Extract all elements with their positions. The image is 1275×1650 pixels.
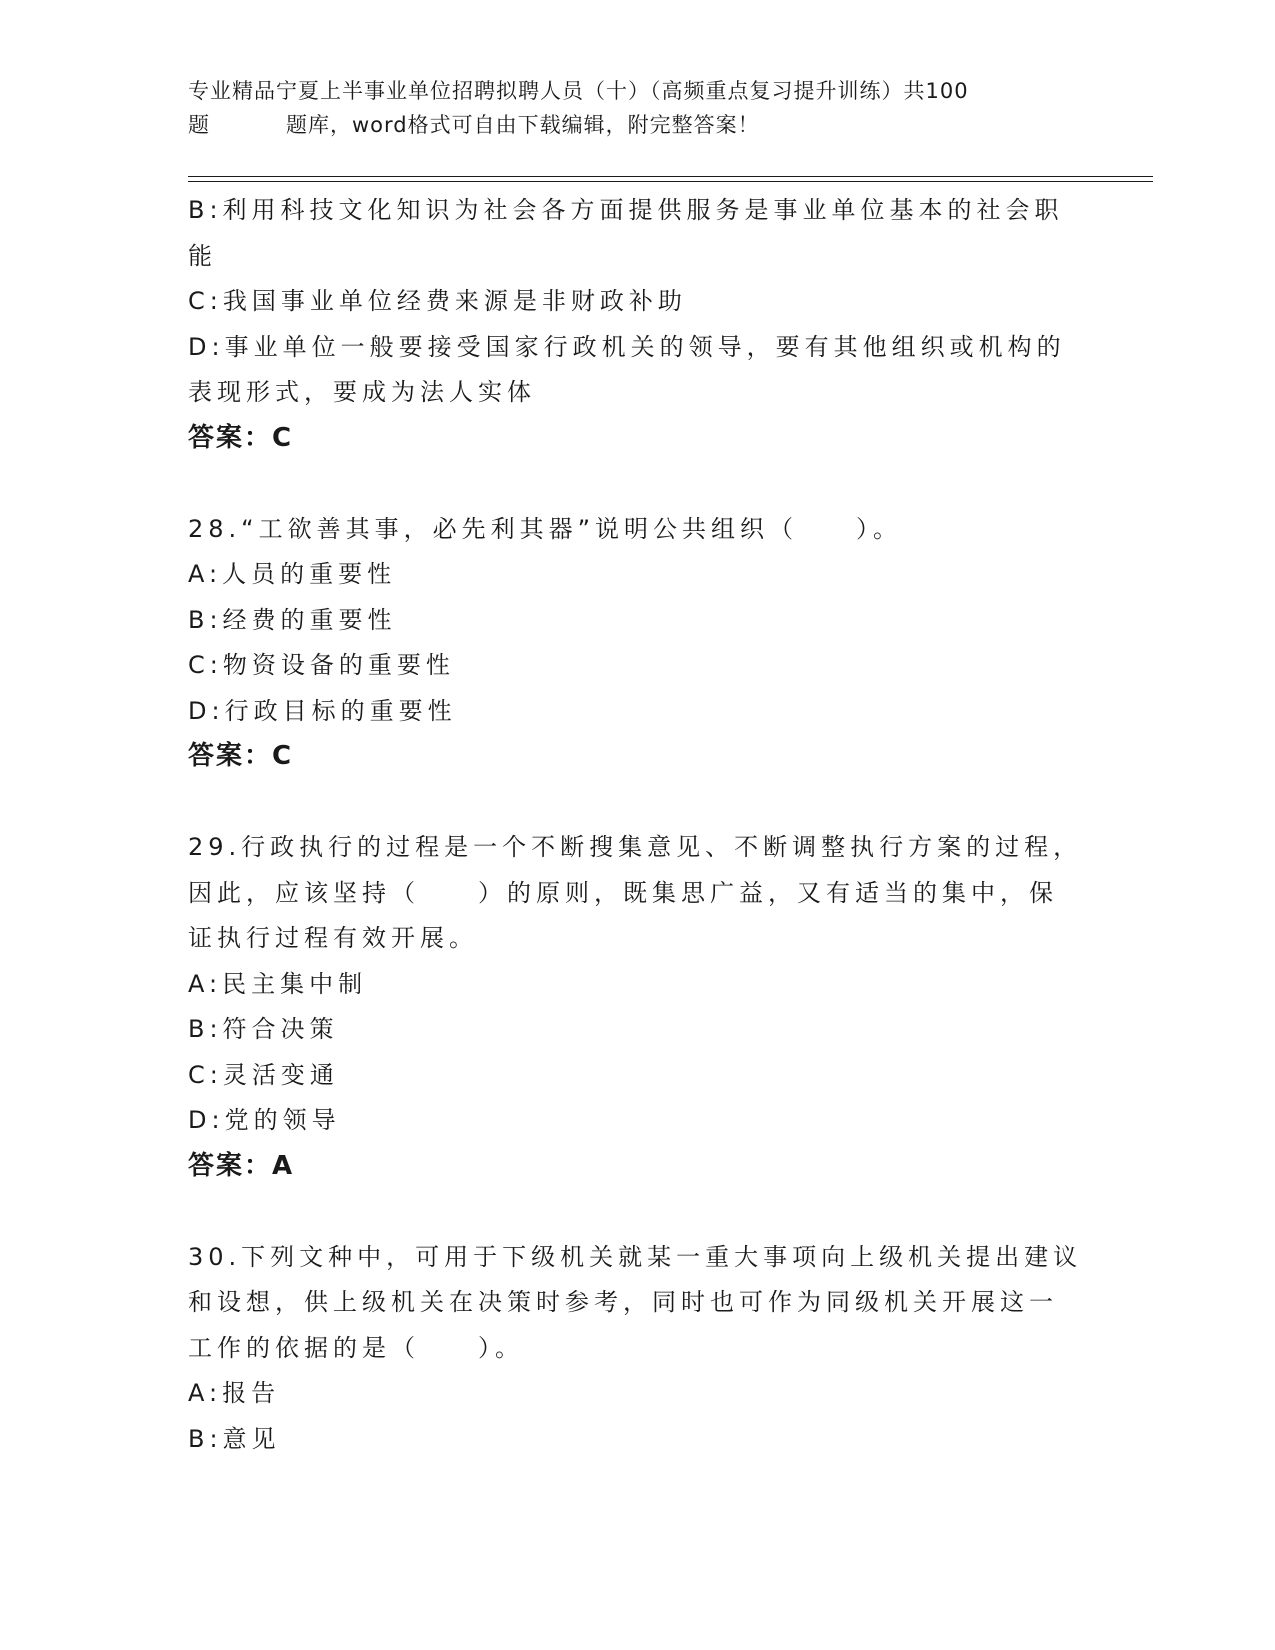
question-27-continued (188, 188, 1078, 461)
option-d-line2: 表现形式，要成为法人实体 (188, 378, 536, 406)
answer: 答案：A (188, 1150, 295, 1181)
question-stem-line1: 30.下列文种中，可用于下级机关就某一重大事项向上级机关提出建议 (188, 1242, 1083, 1271)
document-body (188, 188, 1083, 1462)
question-stem-line3: 工作的依据的是（ ）。 (188, 1333, 524, 1362)
option-d-line1: D:事业单位一般要接受国家行政机关的领导，要有其他组织或机构的 (188, 332, 1066, 361)
option-b: B:符合决策 (188, 1015, 339, 1043)
header-title-line2-tail: 题库，word格式可自由下载编辑，附完整答案！ (286, 113, 760, 137)
question-30 (188, 1235, 1083, 1463)
option-c: C:灵活变通 (188, 1060, 339, 1089)
question-stem-line2: 因此，应该坚持（ ）的原则，既集思广益，又有适当的集中，保 (188, 878, 1058, 907)
question-28 (188, 507, 1078, 780)
header-divider-bottom (188, 181, 1153, 182)
option-c: C:我国事业单位经费来源是非财政补助 (188, 287, 687, 315)
question-stem-line2: 和设想，供上级机关在决策时参考，同时也可作为同级机关开展这一 (188, 1288, 1058, 1316)
answer: 答案：C (188, 422, 294, 453)
option-d: D:行政目标的重要性 (188, 696, 457, 725)
option-b: B:经费的重要性 (188, 605, 397, 634)
spacer (188, 780, 1078, 826)
question-stem-line1: 29.行政执行的过程是一个不断搜集意见、不断调整执行方案的过程， (188, 833, 1083, 861)
spacer (188, 461, 1078, 507)
header-title-line1: 专业精品宁夏上半事业单位招聘拟聘人员（十）（高频重点复习提升训练）共100 (188, 79, 969, 103)
header-title-line2 (188, 108, 1088, 142)
question-29 (188, 825, 1083, 1189)
option-a: A:民主集中制 (188, 969, 368, 998)
spacer (188, 1189, 1078, 1235)
question-stem: 28.“工欲善其事，必先利其器”说明公共组织（ ）。 (188, 514, 903, 543)
answer: 答案：C (188, 741, 294, 771)
option-c: C:物资设备的重要性 (188, 651, 455, 679)
header-divider-top (188, 176, 1153, 177)
question-stem-line3: 证执行过程有效开展。 (188, 924, 478, 952)
option-d: D:党的领导 (188, 1106, 341, 1134)
option-b-line1: B:利用科技文化知识为社会各方面提供服务是事业单位基本的社会职 (188, 196, 1064, 224)
option-b: B:意见 (188, 1424, 281, 1453)
option-a: A:人员的重要性 (188, 560, 397, 588)
header-title-line2-head: 题 (188, 113, 210, 137)
document-header (188, 74, 1088, 142)
option-a: A:报告 (188, 1379, 281, 1407)
option-b-line2: 能 (188, 241, 217, 270)
